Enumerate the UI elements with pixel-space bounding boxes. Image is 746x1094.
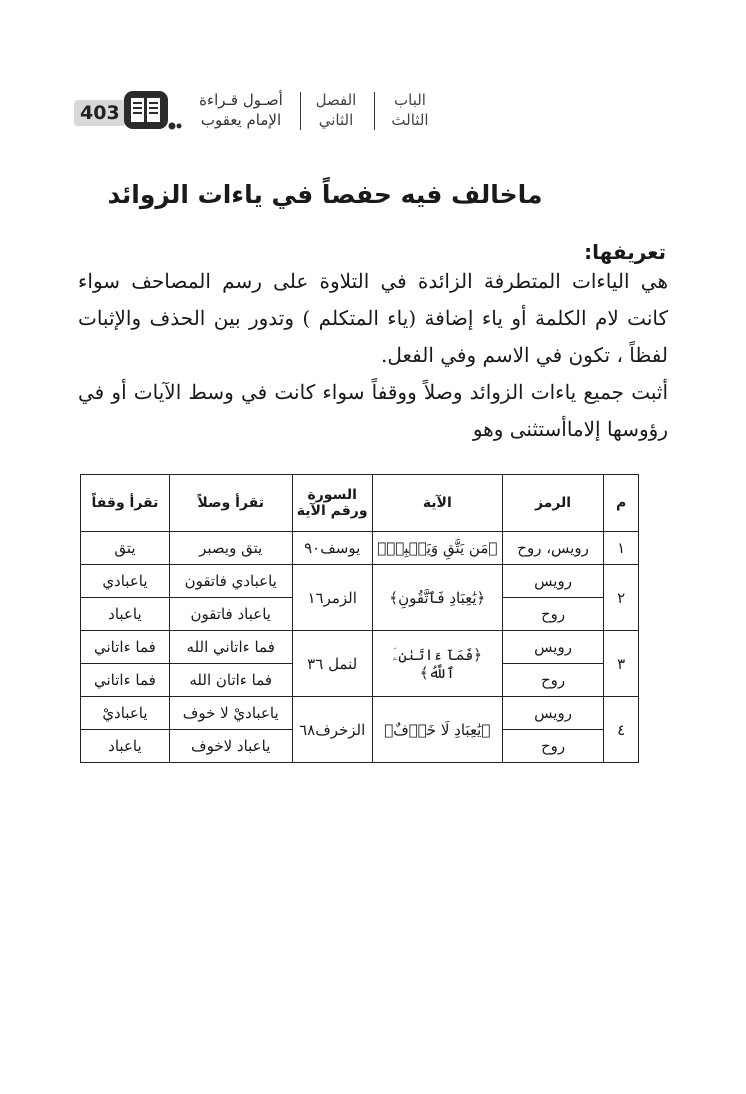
header-part-line-2: الثالث <box>391 111 429 129</box>
definition-paragraph: هي الياءات المتطرفة الزائدة في التلاوة على رسم المصاحف سواء كانت لام الكلمة أو ياء إضافة (ياء المتكلم ) وتدور بين الحذف والإثبات لفظاً ، تكون في الاسم وفي الفعل. <box>78 269 668 367</box>
row-surah: الزمر١٦ <box>292 565 372 631</box>
header-book-line-2: الإمام يعقوب <box>200 111 282 129</box>
header-chapter-line-2: الثاني <box>318 111 354 129</box>
header-chapter-line-1: الفصل <box>315 91 357 109</box>
row-wasl: ياعباد فاتقون <box>169 598 292 631</box>
row-num: ٣ <box>604 631 639 697</box>
row-symbol: روح <box>502 730 604 763</box>
section-label: تعريفها: <box>584 240 666 264</box>
book-icon <box>122 88 184 132</box>
row-symbol: رويس، روح <box>502 532 604 565</box>
header-book-title <box>186 90 296 130</box>
row-num: ١ <box>604 532 639 565</box>
row-waqf: ياعباد <box>81 598 170 631</box>
header-surah: السورة ورقم الآية <box>292 475 372 532</box>
rule-paragraph: أثبت جميع ياءات الزوائد وصلاً ووقفاً سواء كانت في وسط الآيات أو في رؤوسها إلاماأستثنى وهو <box>78 380 668 441</box>
header-part <box>380 90 440 130</box>
row-symbol: رويس <box>502 697 604 730</box>
table-header-row <box>81 475 639 532</box>
row-verse: ﴿يَٰعِبَادِ لَا خَوۡفٌ﴾ <box>372 697 502 763</box>
table-row <box>81 565 639 598</box>
row-num: ٢ <box>604 565 639 631</box>
row-wasl: فما ءاتان الله <box>169 664 292 697</box>
page-title: ماخالف فيه حفصاً في ياءات الزوائد <box>107 180 543 209</box>
row-symbol: روح <box>502 598 604 631</box>
header-symbol: الرمز <box>502 475 604 532</box>
page-number: 403 <box>74 100 126 126</box>
header-divider <box>374 92 375 130</box>
header-wasl: تقرأ وصلاً <box>169 475 292 532</box>
row-surah: لنمل ٣٦ <box>292 631 372 697</box>
row-wasl: ياعبادي فاتقون <box>169 565 292 598</box>
row-symbol: رويس <box>502 631 604 664</box>
row-surah: الزخرف٦٨ <box>292 697 372 763</box>
header-part-line-1: الباب <box>394 91 426 109</box>
row-wasl: ياعباد لاخوف <box>169 730 292 763</box>
row-waqf: ياعباديْ <box>81 697 170 730</box>
row-surah: يوسف٩٠ <box>292 532 372 565</box>
header-book-line-1: أصـول قـراءة <box>199 91 283 109</box>
row-verse: ﴿مَن يَتَّقِ وَيَصۡبِرۡ﴾ <box>372 532 502 565</box>
row-verse: ﴿يَٰعِبَادِ فَٱتَّقُونِ﴾ <box>372 565 502 631</box>
header-verse: الآية <box>372 475 502 532</box>
row-waqf: ياعبادي <box>81 565 170 598</box>
row-num: ٤ <box>604 697 639 763</box>
row-waqf: ياعباد <box>81 730 170 763</box>
header-chapter <box>306 90 366 130</box>
header-num: م <box>604 475 639 532</box>
header-waqf: تقرأ وقفاً <box>81 475 170 532</box>
row-waqf: فما ءاتاني <box>81 631 170 664</box>
row-verse: ﴿فَمَآ ءَاتَىٰنِۦَ ٱللَّهُ﴾ <box>372 631 502 697</box>
table-row <box>81 631 639 664</box>
row-waqf: فما ءاتاني <box>81 664 170 697</box>
row-wasl: يتق ويصبر <box>169 532 292 565</box>
header-divider <box>300 92 301 130</box>
row-wasl: ياعباديْ لا خوف <box>169 697 292 730</box>
table-row <box>81 697 639 730</box>
row-waqf: يتق <box>81 532 170 565</box>
table-row <box>81 532 639 565</box>
row-symbol: روح <box>502 664 604 697</box>
row-wasl: فما ءاتاني الله <box>169 631 292 664</box>
row-symbol: رويس <box>502 565 604 598</box>
readings-table <box>80 474 639 763</box>
